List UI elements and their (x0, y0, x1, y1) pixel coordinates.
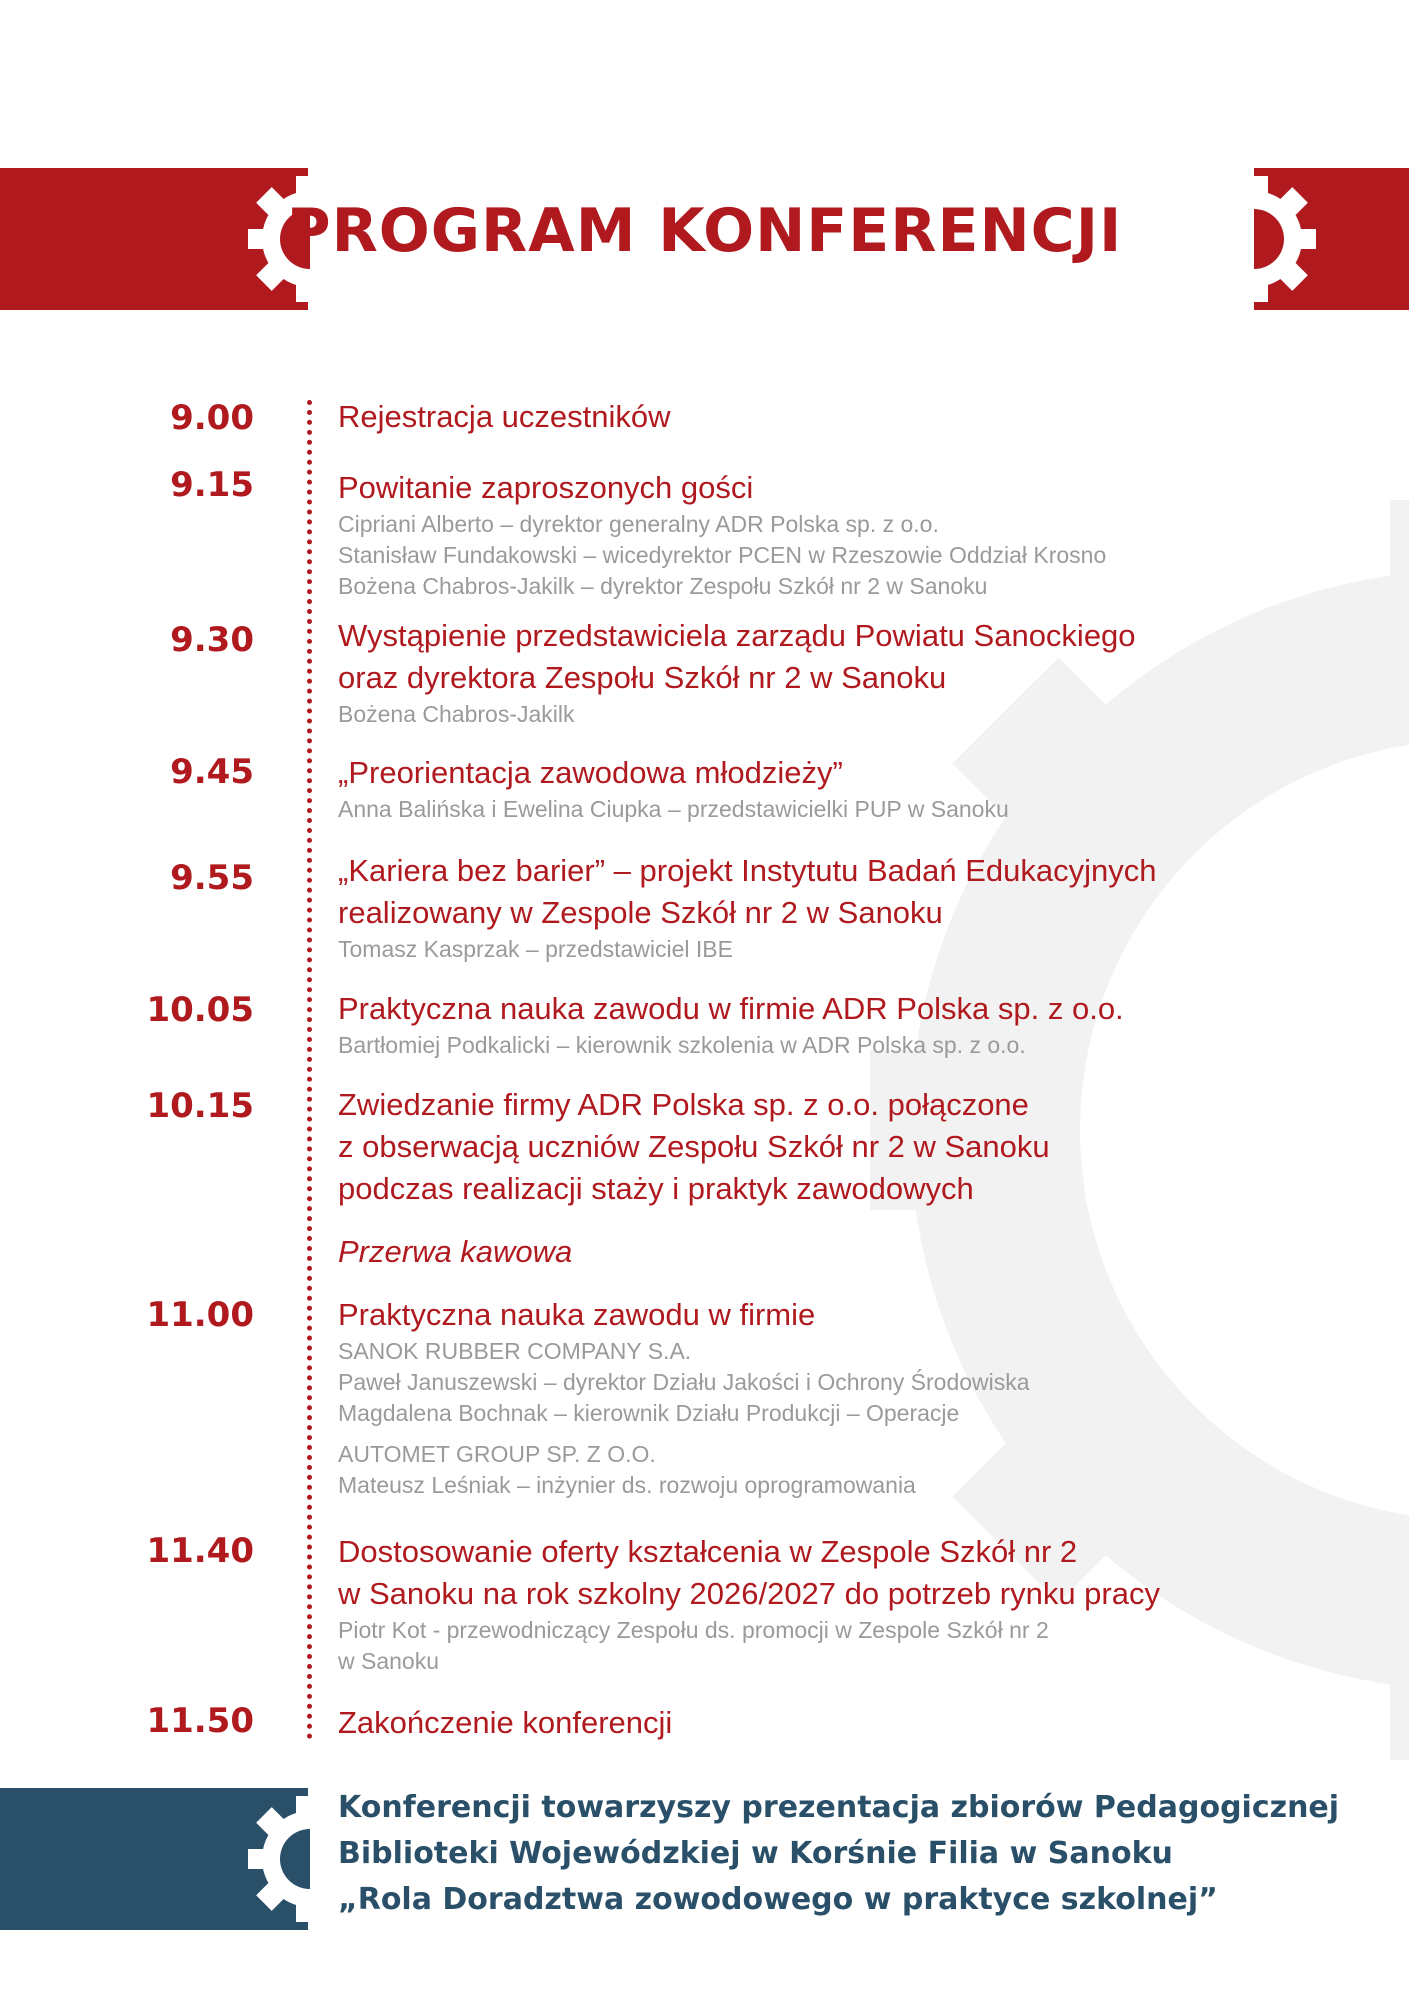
item-title: oraz dyrektora Zespołu Szkół nr 2 w Sanoku (338, 660, 947, 695)
schedule-item (338, 615, 1338, 730)
schedule-item (338, 850, 1338, 965)
schedule-item (338, 1531, 1338, 1677)
item-detail: Stanisław Fundakowski – wicedyrektor PCEN w Rzeszowie Oddział Krosno (338, 542, 1107, 568)
time-label: 11.40 (146, 1531, 254, 1571)
time-label: 9.30 (170, 620, 254, 660)
time-label: 9.15 (170, 465, 254, 505)
item-title: „Preorientacja zawodowa młodzieży” (338, 755, 843, 790)
item-detail: Magdalena Bochnak – kierownik Działu Produkcji – Operacje (338, 1400, 960, 1426)
schedule-item (338, 988, 1338, 1061)
gear-icon (240, 1788, 310, 1930)
schedule-item (338, 752, 1338, 825)
item-title: z obserwacją uczniów Zespołu Szkół nr 2 w Sanoku (338, 1129, 1050, 1164)
time-label: 11.50 (146, 1701, 254, 1741)
time-label: 9.45 (170, 752, 254, 792)
time-label: 9.55 (170, 858, 254, 898)
time-label: 10.15 (146, 1086, 254, 1126)
schedule-item (338, 1231, 1338, 1273)
item-detail: Piotr Kot - przewodniczący Zespołu ds. promocji w Zespole Szkół nr 2 (338, 1617, 1049, 1643)
time-label: 11.00 (146, 1295, 254, 1335)
page-title: PROGRAM KONFERENCJI (286, 196, 1123, 266)
item-title: Powitanie zaproszonych gości (338, 470, 754, 505)
item-title: Dostosowanie oferty kształcenia w Zespole Szkół nr 2 (338, 1534, 1078, 1569)
item-detail: Bożena Chabros-Jakilk (338, 701, 575, 727)
footer-line: „Rola Doradztwa zowodowego w praktyce szkolnej” (338, 1882, 1218, 1917)
item-title: Praktyczna nauka zawodu w firmie (338, 1297, 816, 1332)
item-detail: Bożena Chabros-Jakilk – dyrektor Zespołu Szkół nr 2 w Sanoku (338, 573, 988, 599)
item-detail: Anna Balińska i Ewelina Ciupka – przedstawicielki PUP w Sanoku (338, 796, 1009, 822)
time-label: 9.00 (170, 398, 254, 438)
item-detail: SANOK RUBBER COMPANY S.A. (338, 1338, 692, 1364)
item-detail: Tomasz Kasprzak – przedstawiciel IBE (338, 936, 733, 962)
item-title: „Kariera bez barier” – projekt Instytutu Badań Edukacyjnych (338, 853, 1157, 888)
item-detail: Mateusz Leśniak – inżynier ds. rozwoju oprogramowania (338, 1472, 916, 1498)
item-detail: w Sanoku (338, 1648, 440, 1674)
item-title: Rejestracja uczestników (338, 399, 671, 434)
schedule-item (338, 1084, 1338, 1210)
time-label: 10.05 (146, 990, 254, 1030)
schedule-item (338, 467, 1338, 602)
item-title: w Sanoku na rok szkolny 2026/2027 do potrzeb rynku pracy (338, 1576, 1160, 1611)
footer-line: Konferencji towarzyszy prezentacja zbiorów Pedagogicznej (338, 1790, 1340, 1825)
item-title: realizowany w Zespole Szkół nr 2 w Sanoku (338, 895, 943, 930)
item-title: Zakończenie konferencji (338, 1705, 673, 1740)
schedule-item (338, 1702, 1338, 1744)
item-title: Praktyczna nauka zawodu w firmie ADR Polska sp. z o.o. (338, 991, 1124, 1026)
item-detail: Cipriani Alberto – dyrektor generalny ADR Polska sp. z o.o. (338, 511, 939, 537)
item-detail: Bartłomiej Podkalicki – kierownik szkolenia w ADR Polska sp. z o.o. (338, 1032, 1026, 1058)
footer-line: Biblioteki Wojewódzkiej w Korśnie Filia w Sanoku (338, 1836, 1173, 1871)
schedule-item (338, 396, 1338, 438)
item-title: Wystąpienie przedstawiciela zarządu Powiatu Sanockiego (338, 618, 1136, 653)
timeline-divider (307, 400, 312, 1740)
item-detail: AUTOMET GROUP SP. Z O.O. (338, 1441, 656, 1467)
item-detail: Paweł Januszewski – dyrektor Działu Jakości i Ochrony Środowiska (338, 1369, 1030, 1395)
coffee-break-label: Przerwa kawowa (338, 1234, 573, 1269)
schedule-item (338, 1294, 1338, 1501)
item-title: Zwiedzanie firmy ADR Polska sp. z o.o. połączone (338, 1087, 1029, 1122)
footer-note (338, 1785, 1388, 1923)
item-title: podczas realizacji staży i praktyk zawodowych (338, 1171, 974, 1206)
